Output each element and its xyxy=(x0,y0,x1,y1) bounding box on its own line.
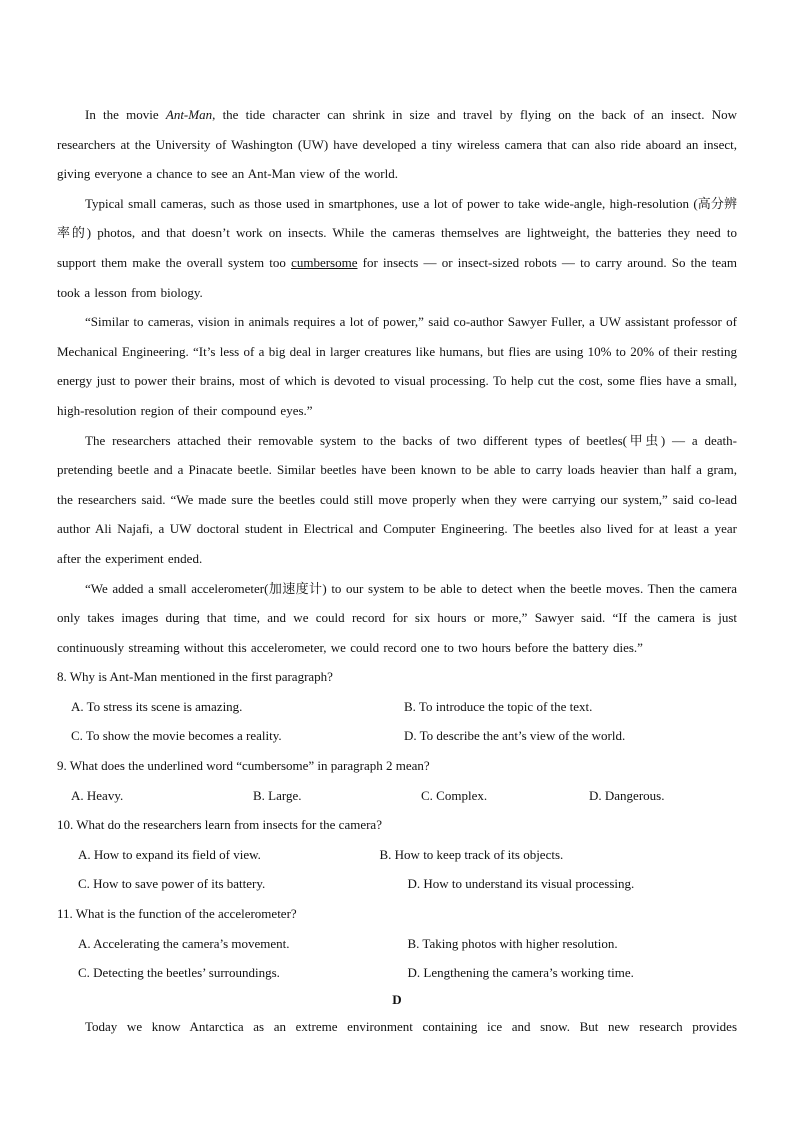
paragraph-3: “Similar to cameras, vision in animals requires a lot of power,” said co-author Sawyer Fuller, a UW assistant professor of Mechanical Engineering. “It’s less of a big deal in larger creatures like humans, but flies are using 10% to 20% of their resting energy just to power their brains, most of which is devoted to visual processing. To help cut the cost, some flies have a small, high-resolution region of their compound eyes.” xyxy=(57,314,737,418)
question-10-options xyxy=(57,840,737,899)
underlined-word: cumbersome xyxy=(291,254,358,270)
option-8c: C. To show the movie becomes a reality. xyxy=(71,728,282,744)
option-9c: C. Complex. xyxy=(421,787,488,803)
paragraph-1-text-a: In the movie xyxy=(85,107,166,122)
paragraph-2-text-b: for insects — or insect-sized robots — to carry around. So the team took a lesson from biology. xyxy=(57,254,737,300)
option-9b: B. Large. xyxy=(253,787,302,803)
paragraph-5: “We added a small accelerometer(加速度计) to our system to be able to detect when the beetle moves. Then the camera only takes images during that time, and we could record for six hours or more,” Sawyer said. “If the camera is just continuously streaming without this accelerometer, we could record one to two hours before the battery dies.” xyxy=(57,580,737,655)
paragraph-2-text-a: Typical small cameras, such as those used in smartphones, use a lot of power to take wide-angle, high-resolution (高分辨率的) photos, and that doesn’t work on insects. While the cameras themselves are lightweight, the batteries they need to support them make the overall system too xyxy=(57,195,737,270)
option-11a: A. Accelerating the camera’s movement. xyxy=(78,935,290,951)
movie-title: Ant-Man xyxy=(165,107,213,122)
question-11: 11. What is the function of the accelerometer? xyxy=(57,906,297,922)
paragraph-2 xyxy=(57,189,737,307)
paragraph-1 xyxy=(57,100,737,189)
paragraph-1-text-b: , the tide character can shrink in size and travel by flying on the back of an insect. Now researchers at the University of Washington (UW) have developed a tiny wireless camera that can also ride aboard an insect, giving everyone a chance to see an Ant-Man view of the world. xyxy=(57,107,737,182)
option-8a: A. To stress its scene is amazing. xyxy=(71,698,243,714)
question-8-options xyxy=(57,692,737,751)
option-11b: B. Taking photos with higher resolution. xyxy=(407,935,618,951)
option-9a: A. Heavy. xyxy=(71,787,124,803)
question-11-options xyxy=(57,929,737,988)
option-10b: B. How to keep track of its objects. xyxy=(379,846,564,862)
option-8b: B. To introduce the topic of the text. xyxy=(404,698,593,714)
section-heading: D xyxy=(392,991,402,1007)
option-10a: A. How to expand its field of view. xyxy=(78,846,261,862)
question-10: 10. What do the researchers learn from insects for the camera? xyxy=(57,817,382,833)
option-8d: D. To describe the ant’s view of the world. xyxy=(404,728,626,744)
option-9d: D. Dangerous. xyxy=(589,787,665,803)
option-10d: D. How to understand its visual processing. xyxy=(407,876,635,892)
option-11c: C. Detecting the beetles’ surroundings. xyxy=(78,965,280,981)
question-9-options xyxy=(57,781,737,811)
option-10c: C. How to save power of its battery. xyxy=(78,876,266,892)
passage-content xyxy=(57,100,737,1041)
paragraph-4: The researchers attached their removable system to the backs of two different types of beetles(甲虫) — a death-pretending beetle and a Pinacate beetle. Similar beetles have been known to be able to carry loads heavier than half a gram, the researchers said. “We made sure the beetles could still move properly when they were carrying our system,” said co-lead author Ali Najafi, a UW doctoral student in Electrical and Computer Engineering. The beetles also lived for at least a year after the experiment ended. xyxy=(57,432,737,566)
option-11d: D. Lengthening the camera’s working time. xyxy=(407,965,634,981)
question-8: 8. Why is Ant-Man mentioned in the first paragraph? xyxy=(57,669,333,685)
question-9: 9. What does the underlined word “cumbersome” in paragraph 2 mean? xyxy=(57,758,430,774)
next-passage-paragraph: Today we know Antarctica as an extreme environment containing ice and snow. But new research provides xyxy=(85,1018,737,1034)
